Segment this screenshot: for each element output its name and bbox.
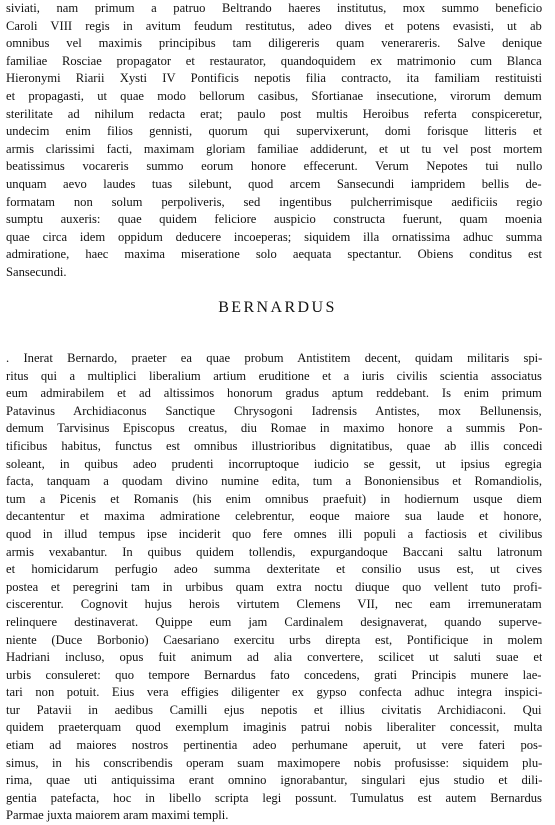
text-line: sterilitate ad nihilum redacta erat; paulo post multis Heroibus referta conspiceretur, [6, 106, 542, 121]
text-line: Hadriani incluso, opus fuit animum ad alia convertere, scilicet ut saluti suae et [6, 650, 542, 665]
text-line: Caroli VIII regis in avitum feudum restitutus, adeo dives et potens evasisti, ut ab [6, 18, 542, 33]
text-line: ciscerentur. Cognovit hujus herois virtutem Clemens VII, nec eam irremuneratam [6, 597, 542, 612]
text-line: et homicidarum perfugio adeo summa dexteritate et consilio usus est, ut cives [6, 562, 542, 577]
text-line: Sansecundi. [6, 264, 67, 279]
text-line: simus, in his conscribendis operam suam maximopere nobis profusisse: siquidem plu- [6, 755, 542, 770]
text-line: facta, tanquam a quodam divino numine edita, tum a Bononiensibus et Romandiolis, [6, 474, 542, 489]
text-line: gentia patefacta, hoc in libello scripta legi possunt. Tumulatus est autem Bernardus [6, 790, 542, 805]
text-line: relinquere destinaverat. Quippe eum jam Cardinalem designaverat, quando superve- [6, 614, 542, 629]
text-line: Parmae juxta maiorem aram maximi templi. [6, 808, 229, 823]
text-line: et propagasti, ut quae modo bellorum casibus, Sfortianae insecutione, virorum demum [6, 88, 542, 103]
text-line: armis clarissimi facti, maximam gloriam familiae addiderunt, et ut tu vel post mortem [6, 141, 542, 156]
text-line: quod in illud tempus ipse inciderit quo fere omnes illi populi a factiosis et civilibus [6, 526, 542, 541]
text-line: rima, quae uti antiquissima erant omnino ignorabantur, singulari ejus studio et dili- [6, 773, 542, 788]
text-line: admiratione, haec maxima miseratione solo aequata spectantur. Obiens conditus est [6, 247, 542, 262]
text-line: etiam ad maiores nostros pertinentia adeo perhumane aperuit, ut vere fateri pos- [6, 738, 542, 753]
text-line: demum Tarvisinus Episcopus creatus, diu Romae in maximo honore a summis Pon- [6, 421, 542, 436]
text-line: tari non potuit. Eius vera effigies diligenter ex gypso confecta adhuc integra inspici- [6, 685, 542, 700]
paragraph-rosciae [6, 0, 542, 282]
text-line: omnibus vel maximis principibus tam diligereris quam venerareris. Salve denique [6, 36, 542, 51]
text-line: armis vexabantur. In quibus quidem tollendis, expurgandoque Baccani saltu latronum [6, 544, 542, 559]
text-line: urbis consuleret: quo tempore Bernardus fato concedens, grati Principis munere lae- [6, 667, 542, 682]
text-line: formatam non solum perpoliveris, sed ingentibus pulcherrimisque aedificiis regio [6, 194, 542, 209]
text-line: familiae Rosciae propagator et restaurator, quandoquidem ex matrimonio cum Blanca [6, 53, 542, 68]
text-line: soleant, in quibus adeo prudenti incorruptoque iudicio se gessit, ut ipsius egregia [6, 456, 542, 471]
text-line: ritus qui a multiplici liberalium artium eruditione et a iuris civilis scientia associatus [6, 368, 542, 383]
text-line: Patavinus Archidiaconus Sanctique Chrysogoni Iadrensis Antistes, mox Bellunensis, [6, 403, 542, 418]
section-heading: BERNARDUS [218, 299, 337, 316]
text-line: undecim enim filios gennisti, quorum qui supervixerunt, domi forisque litteris et [6, 124, 542, 139]
text-line: unquam aevo laudes tuas silebunt, quod arcem Sansecundi iampridem bellis de- [6, 176, 542, 191]
text-line: tificibus habitus, functus est omnibus illustrioribus dignitatibus, quae ab illis concedi [6, 438, 542, 453]
text-line: . Inerat Bernardo, praeter ea quae probum Antistitem decent, quidam militaris spi- [6, 351, 542, 365]
text-line: eum admirabilem et ad altissimos honorum gradus aptum reddebant. Is enim primum [6, 386, 542, 401]
text-line: postea et peregrini tam in urbibus quam extra noctu diuque quo vellent tuto profi- [6, 579, 542, 594]
text-line: tum a Picenis et Romanis (his enim omnibus praefuit) in hodiernum usque diem [6, 491, 542, 506]
text-line: quidem praeterquam quod exemplum imaginis patrui nobis liberaliter concessit, multa [6, 720, 542, 735]
paragraph-bernardus [6, 350, 542, 825]
text-line: sumptu auxeris: quae quidem feliciore auspicio constructa fuerunt, quam moenia [6, 212, 542, 227]
text-line: Hieronymi Riarii Xysti IV Pontificis nepotis filia contracto, ita familiam restituisti [6, 71, 542, 86]
text-line: quae circa idem oppidum deducere incoeperas; siquidem illa ornatissima adhuc summa [6, 229, 542, 244]
text-line: decantentur et maxima admiratione celebrentur, eoque maiore sua laude et honore, [6, 509, 542, 524]
text-line: tur Patavii in aedibus Camilli ejus nepotis et illius civitatis Archidiaconi. Qui [6, 702, 542, 717]
text-line: siviati, nam primum a patruo Beltrando haeres institutus, mox summo beneficio [6, 1, 542, 15]
text-line: niente (Duce Borbonio) Caesariano exercitu urbs direpta est, Pontificique in molem [6, 632, 542, 647]
text-line: beatissimus vocareris summo eorum honore effecerunt. Verum Nepotes tui nullo [6, 159, 542, 174]
